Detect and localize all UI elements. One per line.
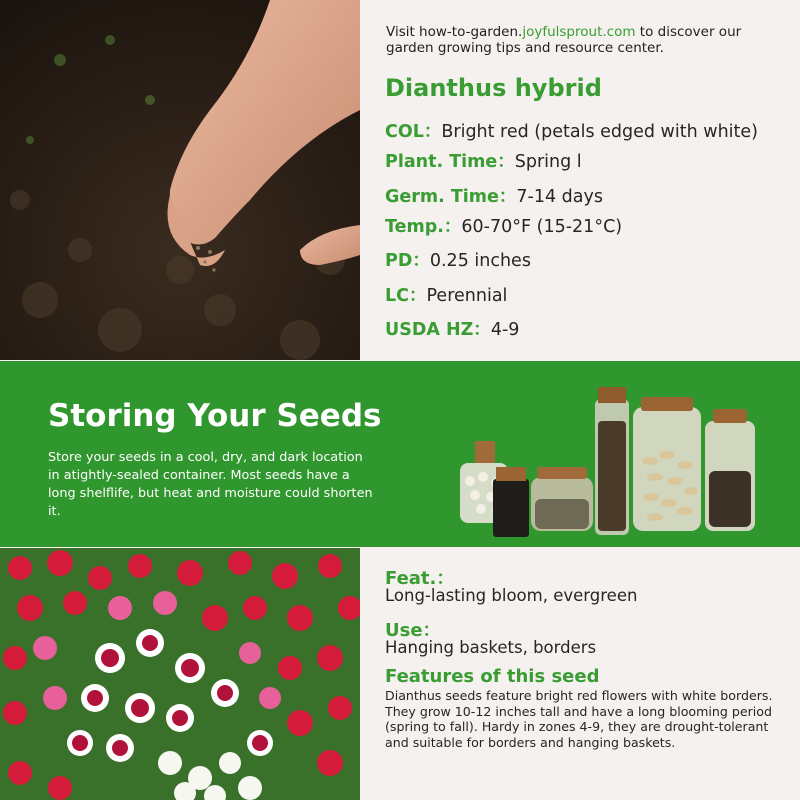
spec-germ-time (385, 183, 603, 208)
feat-value: Long-lasting bloom, evergreen (385, 586, 638, 605)
spec-value: 4-9 (490, 320, 520, 340)
spec-value: 7-14 days (516, 187, 603, 207)
spec-plant-time (385, 148, 582, 173)
storing-seeds-band (0, 361, 800, 547)
visit-prefix: Visit how-to-garden. (386, 24, 523, 40)
features-panel (360, 548, 800, 800)
spec-key: USDA HZ： (385, 320, 491, 340)
feat-label: Feat.： (385, 568, 455, 589)
dianthus-flowers-photo (0, 548, 360, 800)
spec-key: LC： (385, 286, 427, 306)
plant-info-panel (360, 0, 800, 360)
spec-color (385, 118, 758, 143)
storing-text: Store your seeds in a cool, dry, and dark location in atightly-sealed container. Most seeds have a long shelflife, but heat and moisture could shorten it. (48, 450, 373, 519)
use-label: Use： (385, 620, 441, 641)
spec-temperature (385, 213, 622, 238)
spec-value: 0.25 inches (429, 251, 531, 271)
spec-value: Spring l (514, 152, 582, 172)
spec-life-cycle (385, 282, 507, 307)
plant-name: Dianthus hybrid (385, 74, 602, 102)
seed-features-text: Dianthus seeds feature bright red flowers with white borders. They grow 10-12 inches tall and have a long blooming period (spring to fall). Hardy in zones 4-9, they are drought-tolerant and suitable for borders and hanging baskets. (385, 688, 773, 750)
visit-notice (386, 24, 786, 56)
seed-features-label: Features of this seed (385, 666, 600, 687)
seed-jars-image (455, 381, 765, 541)
storing-title: Storing Your Seeds (48, 398, 382, 434)
spec-value: Bright red (petals edged with white) (441, 122, 758, 142)
soil-hand-photo (0, 0, 360, 360)
spec-key: Plant. Time： (385, 152, 515, 172)
use-value: Hanging baskets, borders (385, 638, 597, 657)
spec-value: 60-70°F (15-21°C) (461, 217, 623, 237)
spec-key: Germ. Time： (385, 187, 517, 207)
spec-key: PD： (385, 251, 430, 271)
visit-suffix: to discover our garden growing tips and resource center. (386, 24, 742, 56)
spec-planting-depth (385, 247, 531, 272)
visit-domain-link[interactable]: joyfulsprout.com (522, 24, 636, 40)
spec-value: Perennial (426, 286, 508, 306)
spec-usda-zone (385, 316, 519, 341)
spec-key: Temp.： (385, 217, 462, 237)
spec-key: COL： (385, 122, 442, 142)
